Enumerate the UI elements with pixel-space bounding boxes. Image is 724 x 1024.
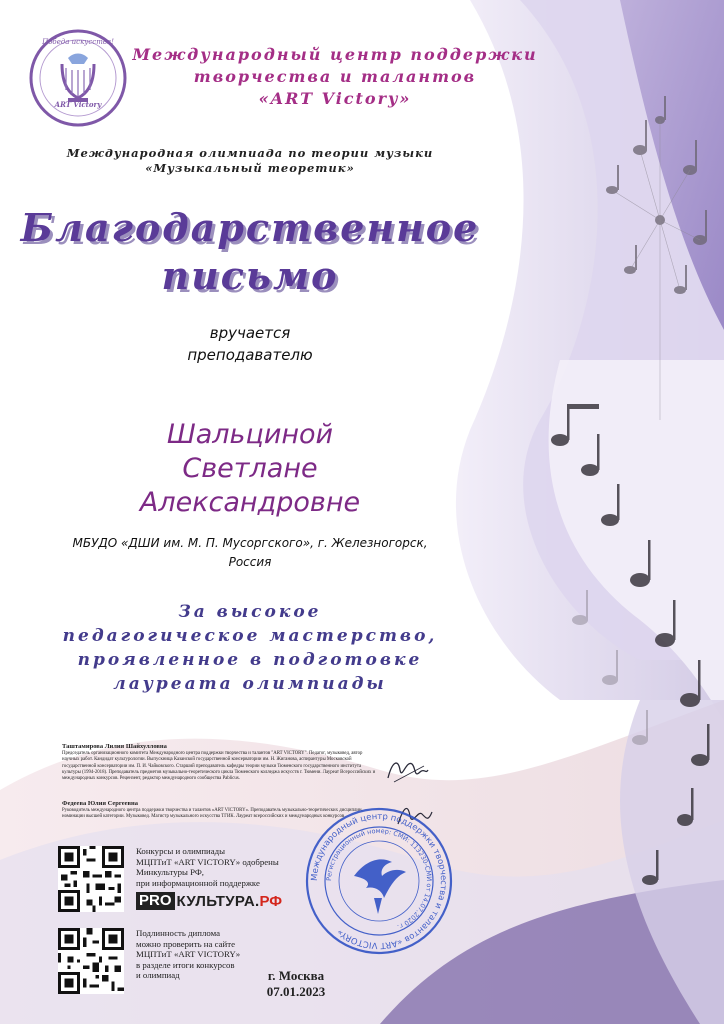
city: г. Москва bbox=[267, 968, 325, 983]
merit-line-1: За высокое bbox=[178, 602, 322, 622]
award-subtitle bbox=[100, 322, 400, 366]
signatory-1-description: Председатель организационного комитета Международного центра поддержки творчества и талантов "ART VICTORY". Педагог, музыковед, автор научных работ. Кандидат культурологии. Выпускница Казанской государственной консерватории им. Н. Жиганова, аспирантуры Московской государственной консерватории им. П. И. Чайковского. Старший преподаватель кафедры теории музыки Тюменского государственного института культуры (1994-2018). Преподаватель предметов музыкально-теоретического цикла Тюменского колледжа искусств г. Тюмени. Лауреат Всероссийских и международных конкурсов. Рецензент, редактор международного сообщества Pablicus. bbox=[62, 751, 376, 782]
verification-line-3: МЦПТиТ «ART VICTORY» bbox=[136, 949, 241, 959]
verification-line-1: Подлинность диплома bbox=[136, 928, 220, 938]
prokultura-main: КУЛЬТУРА. bbox=[176, 892, 260, 910]
organization-line-3: «ART Victory» bbox=[258, 89, 412, 108]
merit-line-3: проявленное в подготовке bbox=[77, 650, 423, 670]
school-line-1: МБУДО «ДШИ им. М. П. Мусоргского», г. Железногорск, bbox=[72, 536, 428, 550]
prokultura-suffix: РФ bbox=[259, 892, 283, 910]
place-and-date bbox=[246, 968, 346, 1000]
olympiad-line-1: Международная олимпиада по теории музыки bbox=[66, 146, 434, 160]
logo-text-bottom: ART Victory bbox=[54, 100, 102, 109]
signatory-2-description: Руководитель международного центра поддержки творчества и талантов «ART VICTORY». Преподаватель музыкально-теоретических дисциплин, номинации высшей категории. Музыковед. Магистр музыкального искусства ТГИК. Лауреат всероссийских и международных конкурсов. bbox=[62, 808, 363, 820]
recipient-line-2: Светлане bbox=[182, 453, 318, 484]
qr-code-olympiads[interactable] bbox=[58, 846, 124, 912]
subtitle-line-1: вручается bbox=[209, 324, 291, 342]
signature-1 bbox=[384, 752, 430, 786]
title-line-2: письмо bbox=[161, 253, 339, 298]
approval-line-3: Минкультуры РФ, bbox=[136, 867, 204, 877]
prokultura-logo[interactable] bbox=[136, 892, 282, 910]
title-line-1: Благодарственное bbox=[20, 205, 480, 250]
verification-line-2: можно проверить на сайте bbox=[136, 938, 235, 949]
official-stamp bbox=[304, 806, 454, 956]
olympiad-line-2: «Музыкальный теоретик» bbox=[145, 161, 355, 175]
qr-code-verify[interactable] bbox=[58, 928, 124, 994]
organization-line-2: творчества и талантов bbox=[193, 67, 477, 86]
signatory-1-name: Таштамирова Лилия Шайхулловна bbox=[62, 743, 167, 750]
approval-line-4: при информационной поддержке bbox=[136, 877, 260, 888]
verification-line-5: и олимпиад bbox=[136, 970, 180, 980]
organization-name bbox=[130, 44, 540, 110]
verification-line-4: в разделе итоги конкурсов bbox=[136, 959, 235, 970]
logo-text-top: Победа искусства! bbox=[42, 38, 114, 46]
organization-line-1: Международный центр поддержки bbox=[132, 45, 538, 64]
document-title bbox=[20, 204, 480, 300]
stamp-outer-text: Международный центр поддержки творчества и талантов «ART VICTORY» bbox=[309, 811, 449, 951]
school-line-2: Россия bbox=[228, 555, 272, 569]
school-info bbox=[40, 534, 460, 572]
approval-line-1: Конкурсы и олимпиады bbox=[136, 846, 226, 856]
recipient-line-3: Александровне bbox=[139, 487, 361, 518]
merit-line-4: лауреата олимпиады bbox=[113, 674, 387, 694]
subtitle-line-2: преподавателю bbox=[187, 346, 313, 364]
merit-line-2: педагогическое мастерство, bbox=[62, 626, 438, 646]
stamp-inner-text: Регистрационный номер: СМИ: 113230-СМИ от 14.07.2020 г. bbox=[324, 826, 434, 932]
merit-text bbox=[40, 600, 460, 696]
approval-line-2: МЦПТиТ «ART VICTORY» одобрены bbox=[136, 856, 279, 867]
signatory-2-name: Федеева Юлия Сергеевна bbox=[62, 800, 139, 807]
prokultura-pro: PRO bbox=[136, 892, 175, 910]
recipient-name bbox=[60, 418, 440, 520]
olympiad-name bbox=[40, 146, 460, 176]
date: 07.01.2023 bbox=[266, 984, 326, 999]
approval-text bbox=[136, 846, 306, 888]
recipient-line-1: Шальциной bbox=[166, 419, 334, 450]
signatory-1 bbox=[62, 743, 380, 782]
